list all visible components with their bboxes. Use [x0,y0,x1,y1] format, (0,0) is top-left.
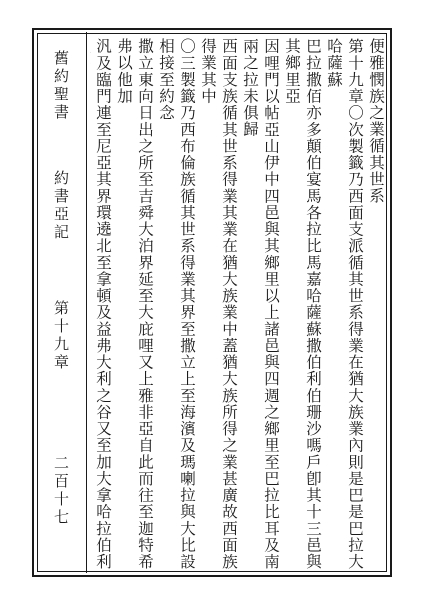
text-column: 汎及臨門連至尼亞其界環遶北至拿頓及益弗大利之谷又至加大拿哈拉伯利 [94,38,112,570]
book-title: 舊約聖書 [52,50,70,122]
chapter-name: 約書亞記 [52,170,70,242]
text-column: 巴拉撒佰亦多顛伯宴馬各拉比馬嘉哈薩蘇撒伯利伯珊沙嗎戶卽其十三邑與其鄉里亞 [283,38,322,570]
text-column: 便雅憫族之業循其世系 [367,38,385,204]
text-column: 第十九章〇次製籤乃西面支派循其世系得業在猶大族業內則是巴是巴拉大哈薩蘇 [325,38,364,570]
text-column: 〇三製籤乃西布倫族循其世系得業其界至撒立上至海濱及瑪喇拉與大比設相接至約念 [157,38,196,570]
text-column: 西面支族循其世系得業其業在猶大族業中蓋猶大族所得之業甚廣故西面族得業其中 [199,38,238,570]
text-column: 撒立東向日出之所至吉舜大泊界延至大庇哩又上雅非亞自此而往至迦特希弗以他加 [115,38,154,570]
text-column: 因哩門以帖亞山伊中四邑與其鄉里以上諸邑與四週之鄉里至巴拉比耳及南兩之拉未俱歸 [241,38,280,570]
body-text [90,38,386,570]
chapter-number: 第十九章 [52,300,70,372]
page-number: 二百十七 [52,455,70,527]
